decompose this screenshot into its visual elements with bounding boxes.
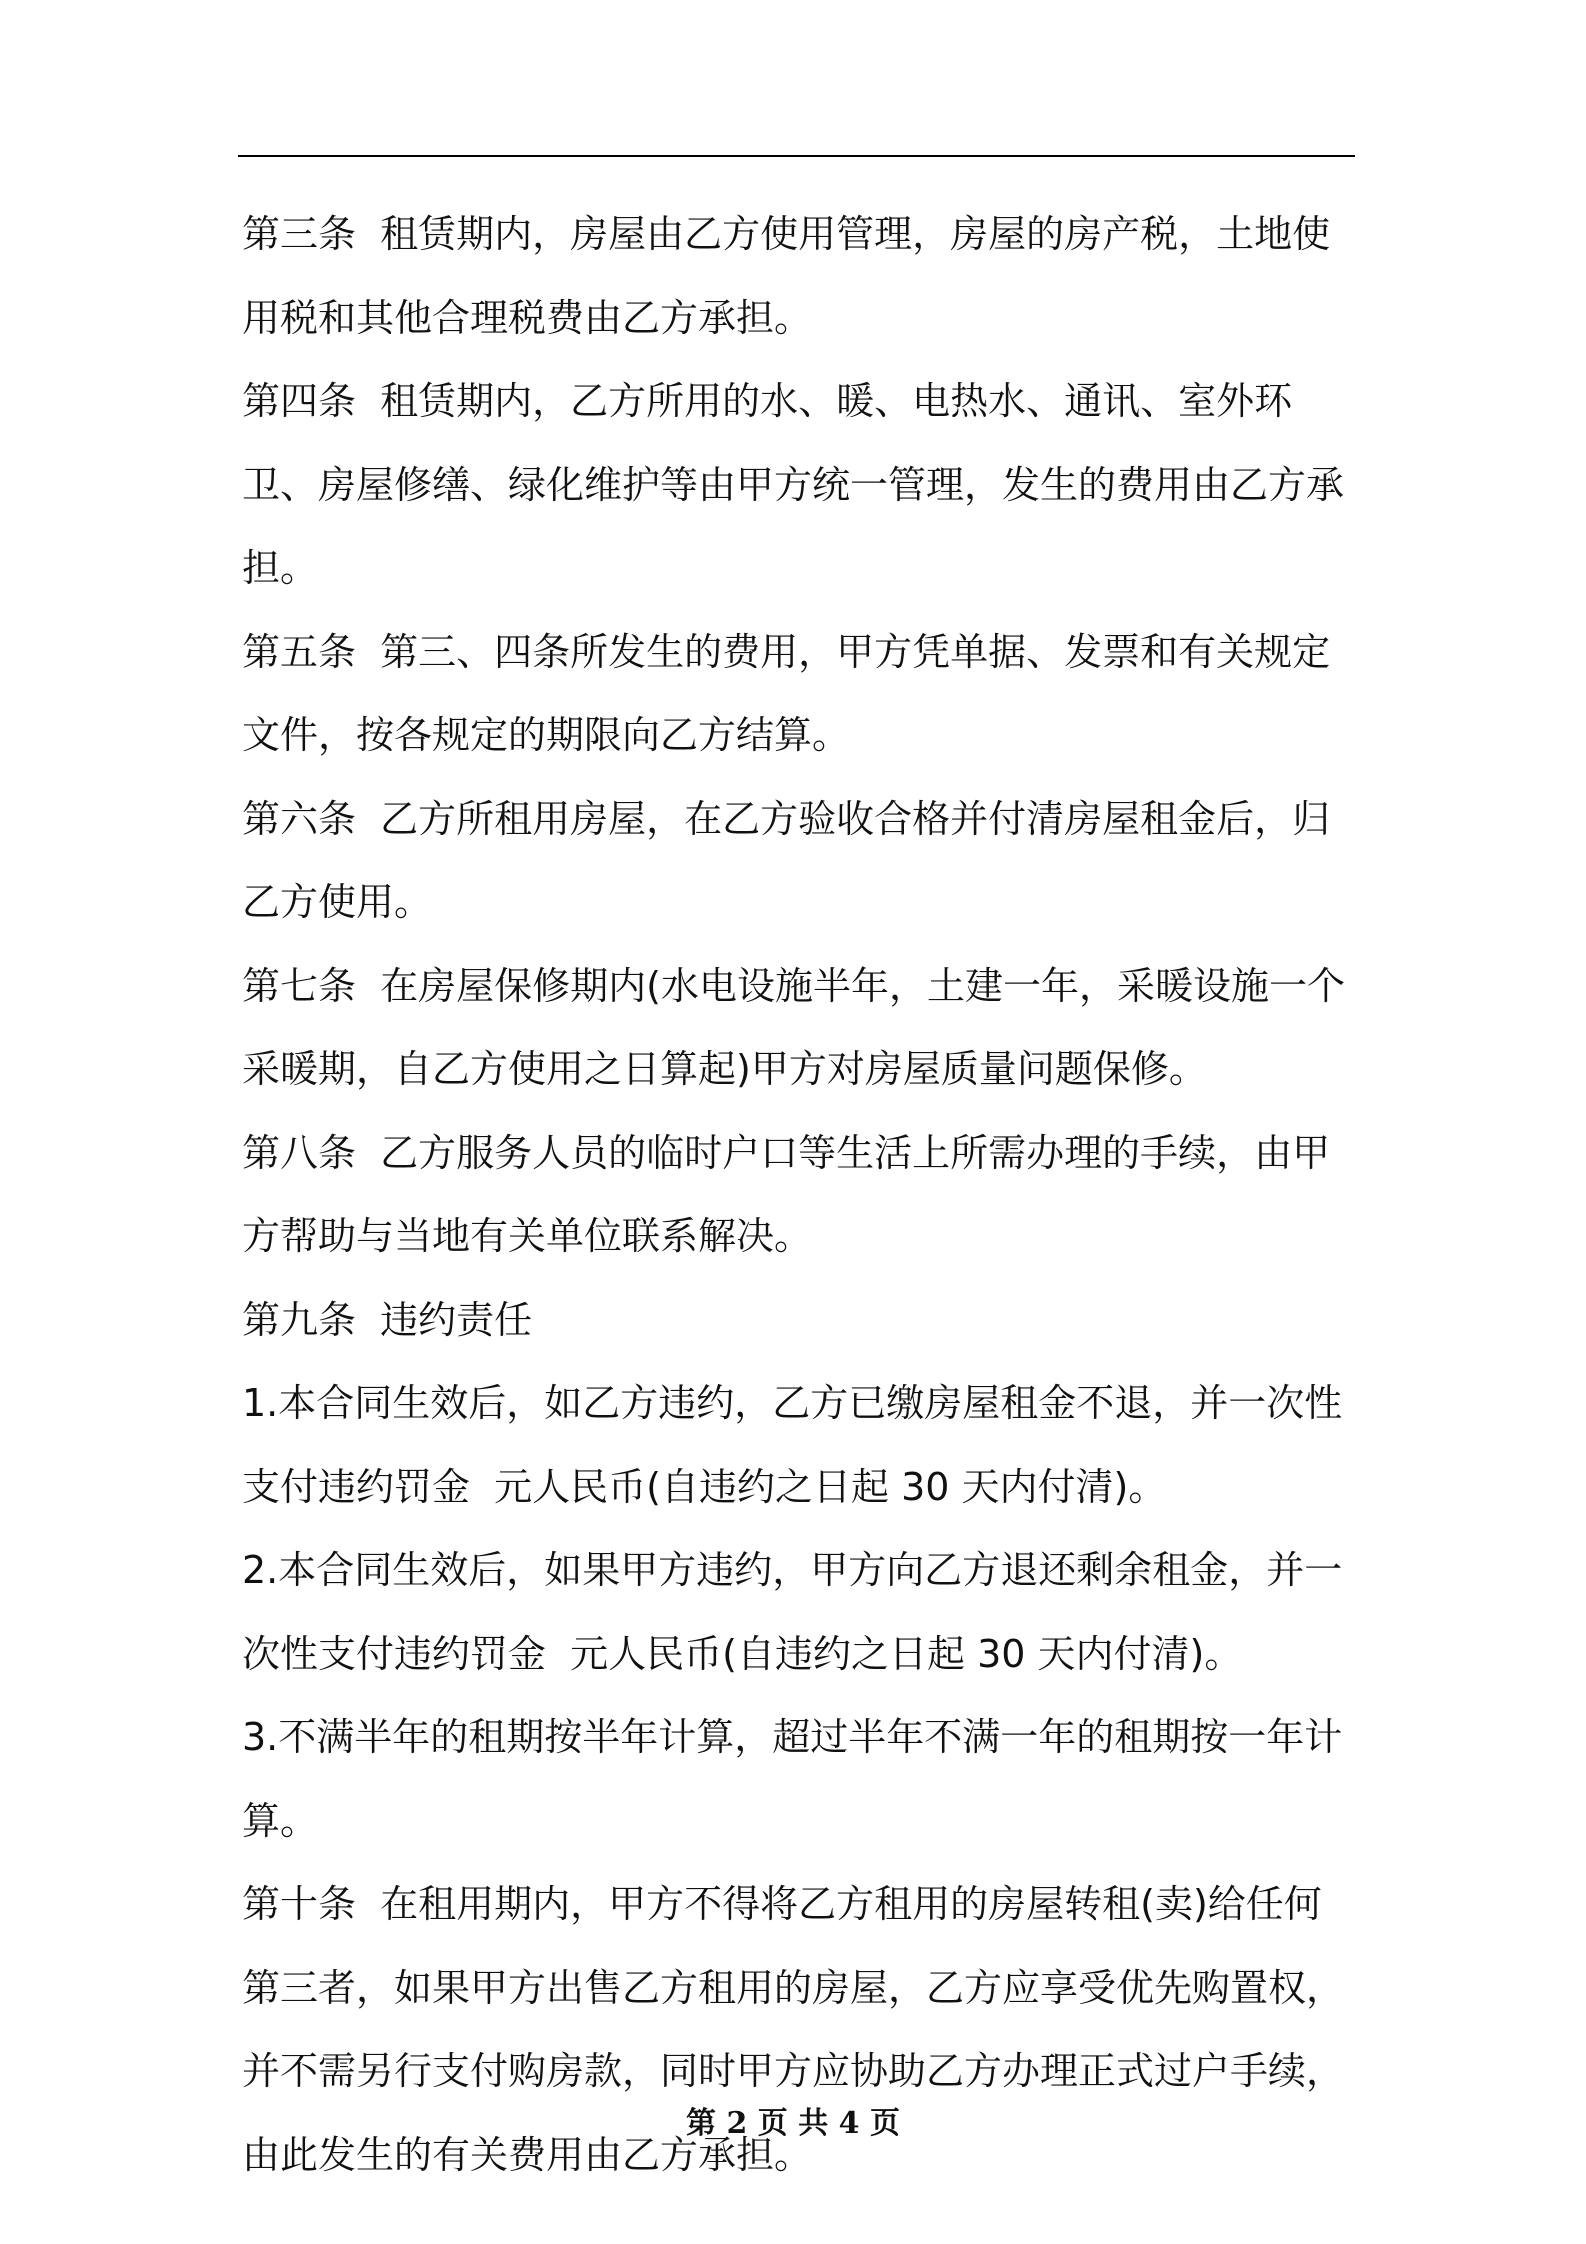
article-9-clause-1: 1.本合同生效后，如乙方违约，乙方已缴房屋租金不退，并一次性支付违约罚金 元人民币(自违约之日起 30 天内付清)。	[242, 1381, 1343, 1509]
article-9-clause-3: 3.不满半年的租期按半年计算，超过半年不满一年的租期按一年计算。	[242, 1715, 1343, 1843]
article-3-paragraph: 第三条 租赁期内，房屋由乙方使用管理，房屋的房产税，土地使用税和其他合理税费由乙方承担。	[242, 212, 1331, 340]
article-9-heading: 第九条 违约责任	[242, 1297, 533, 1342]
article-8-paragraph: 第八条 乙方服务人员的临时户口等生活上所需办理的手续，由甲方帮助与当地有关单位联系解决。	[242, 1130, 1331, 1258]
article-10-paragraph: 第十条 在租用期内，甲方不得将乙方租用的房屋转租(卖)给任何第三者，如果甲方出售乙方租用的房屋，乙方应享受优先购置权，并不需另行支付购房款，同时甲方应协助乙方办理正式过户手续，由此发生的有关费用由乙方承担。	[242, 1882, 1345, 2177]
article-9-clause-2: 2.本合同生效后，如果甲方违约，甲方向乙方退还剩余租金，并一次性支付违约罚金 元人民币(自违约之日起 30 天内付清)。	[242, 1548, 1343, 1676]
header-rule	[238, 155, 1355, 157]
article-5-paragraph: 第五条 第三、四条所发生的费用，甲方凭单据、发票和有关规定文件，按各规定的期限向乙方结算。	[242, 629, 1331, 757]
article-7-paragraph: 第七条 在房屋保修期内(水电设施半年，土建一年，采暖设施一个采暖期，自乙方使用之日算起)甲方对房屋质量问题保修。	[242, 963, 1345, 1091]
article-6-paragraph: 第六条 乙方所租用房屋，在乙方验收合格并付清房屋租金后，归乙方使用。	[242, 796, 1331, 924]
document-body	[242, 193, 1352, 2197]
article-4-paragraph: 第四条 租赁期内，乙方所用的水、暖、电热水、通讯、室外环卫、房屋修缮、绿化维护等由甲方统一管理，发生的费用由乙方承担。	[242, 379, 1345, 590]
page-number-footer: 第 2 页 共 4 页	[686, 2106, 900, 2141]
